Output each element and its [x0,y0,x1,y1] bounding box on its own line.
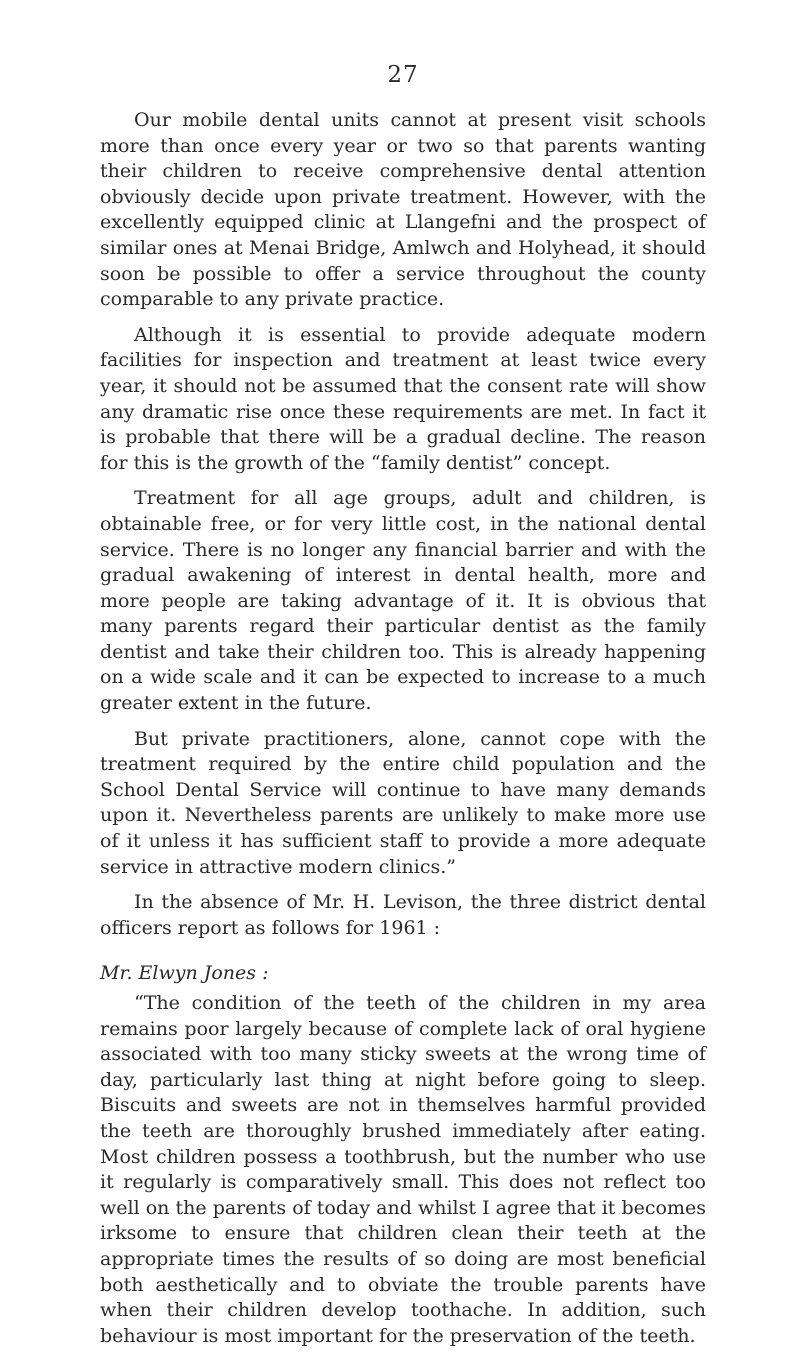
paragraph-private-practitioners: But private practitioners, alone, cannot cope with the treatment required by the entire child population and the School Dental Service will continue to have many demands upon it. Nevertheless parents are unlikely to make more use of it unless it has sufficient staff to provide a more adequate service in attractive modern clinics.” [100,727,706,878]
paragraph-district-officers-report: In the absence of Mr. H. Levison, the three district dental officers report as follows for 1961 : [100,891,706,939]
paragraph-condition-of-teeth: “The condition of the teeth of the children in my area remains poor largely because of complete lack of oral hygiene associated with too many sticky sweets at the wrong time of day, particularly last thing at night before going to sleep. Biscuits and sweets are not in themselves harmful provided the teeth are thoroughly brushed immediately after eating. Most children possess a toothbrush, but the number who use it regularly is comparatively small. This does not reflect too well on the parents of today and whilst I agree that it becomes irksome to ensure that children clean their teeth at the appropriate times the results of so doing are most beneficial both aesthetically and to obviate the trouble parents have when their children develop toothache. In addition, such behaviour is most important for the preservation of the teeth. [100,992,706,1347]
page-body [100,108,706,1359]
section-heading-elwyn-jones: Mr. Elwyn Jones : [100,962,269,985]
paragraph-inspection-facilities: Although it is essential to provide adequate modern facilities for inspection and treatment at least twice every year, it should not be assumed that the consent rate will show any dramatic rise once these requirements are met. In fact it is probable that there will be a gradual decline. The reason for this is the growth of the “family dentist” concept. [100,323,706,474]
paragraph-national-dental-service: Treatment for all age groups, adult and children, is obtainable free, or for very little cost, in the national dental service. There is no longer any financial barrier and with the gradual awakening of interest in dental health, more and more people are taking advantage of it. It is obvious that many parents regard their particular dentist as the family dentist and take their children too. This is already happening on a wide scale and it can be expected to increase to a much greater extent in the future. [100,487,706,715]
paragraph-mobile-dental-units: Our mobile dental units cannot at present visit schools more than once every year or two so that parents wanting their children to receive comprehensive dental attention obviously decide upon private treatment. However, with the excellently equipped clinic at Llangefni and the prospect of similar ones at Menai Bridge, Amlwch and Holyhead, it should soon be possible to offer a service throughout the county comparable to any private practice. [100,109,706,311]
page-number: 27 [387,62,419,88]
